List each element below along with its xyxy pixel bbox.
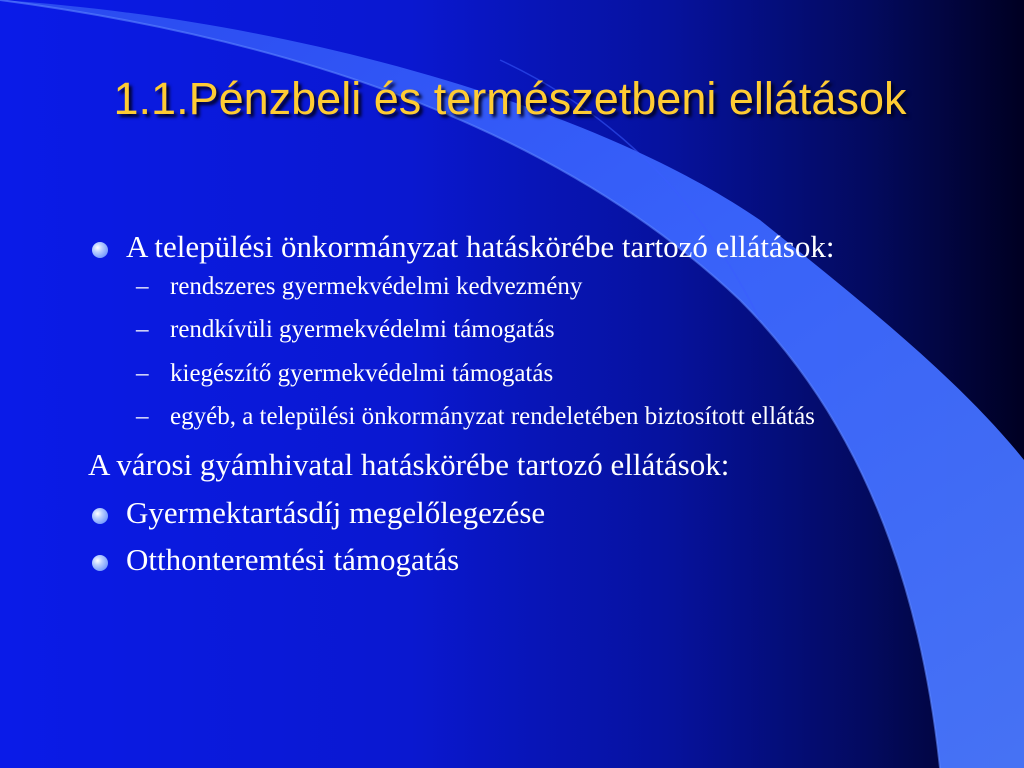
- plain-item-text: A városi gyámhivatal hatáskörébe tartozó ellátások:: [88, 446, 730, 482]
- sub-item: [88, 272, 928, 303]
- bullet-dot-icon: [92, 555, 108, 571]
- sub-list: [88, 272, 928, 433]
- dash-marker: –: [136, 403, 149, 431]
- plain-item: [88, 446, 928, 484]
- bullet-text: A települési önkormányzat hatáskörébe tartozó ellátások:: [126, 229, 835, 264]
- dash-marker: –: [136, 316, 149, 344]
- dash-marker: –: [136, 272, 149, 300]
- sub-item-text: rendszeres gyermekvédelmi kedvezmény: [170, 272, 583, 300]
- sub-item: [88, 359, 928, 390]
- slide-title: 1.1.Pénzbeli és természetbeni ellátások: [113, 73, 907, 124]
- sub-item-text: rendkívüli gyermekvédelmi támogatás: [170, 316, 555, 344]
- bullet-dot-icon: [92, 242, 108, 258]
- bullet-text: Otthonteremtési támogatás: [126, 542, 460, 578]
- sub-item: [88, 315, 928, 346]
- slide-content: [88, 228, 928, 579]
- sub-item-text: egyéb, a települési önkormányzat rendeletében biztosított ellátás: [170, 403, 815, 431]
- bullet-item: [88, 494, 928, 532]
- bullet-text: Gyermektartásdíj megelőlegezése: [126, 494, 546, 530]
- sub-item-text: kiegészítő gyermekvédelmi támogatás: [170, 359, 554, 387]
- dash-marker: –: [136, 359, 149, 387]
- bullet-dot-icon: [92, 508, 108, 524]
- sub-item: [88, 402, 928, 433]
- bullet-item: [88, 228, 928, 266]
- bullet-item: [88, 541, 928, 579]
